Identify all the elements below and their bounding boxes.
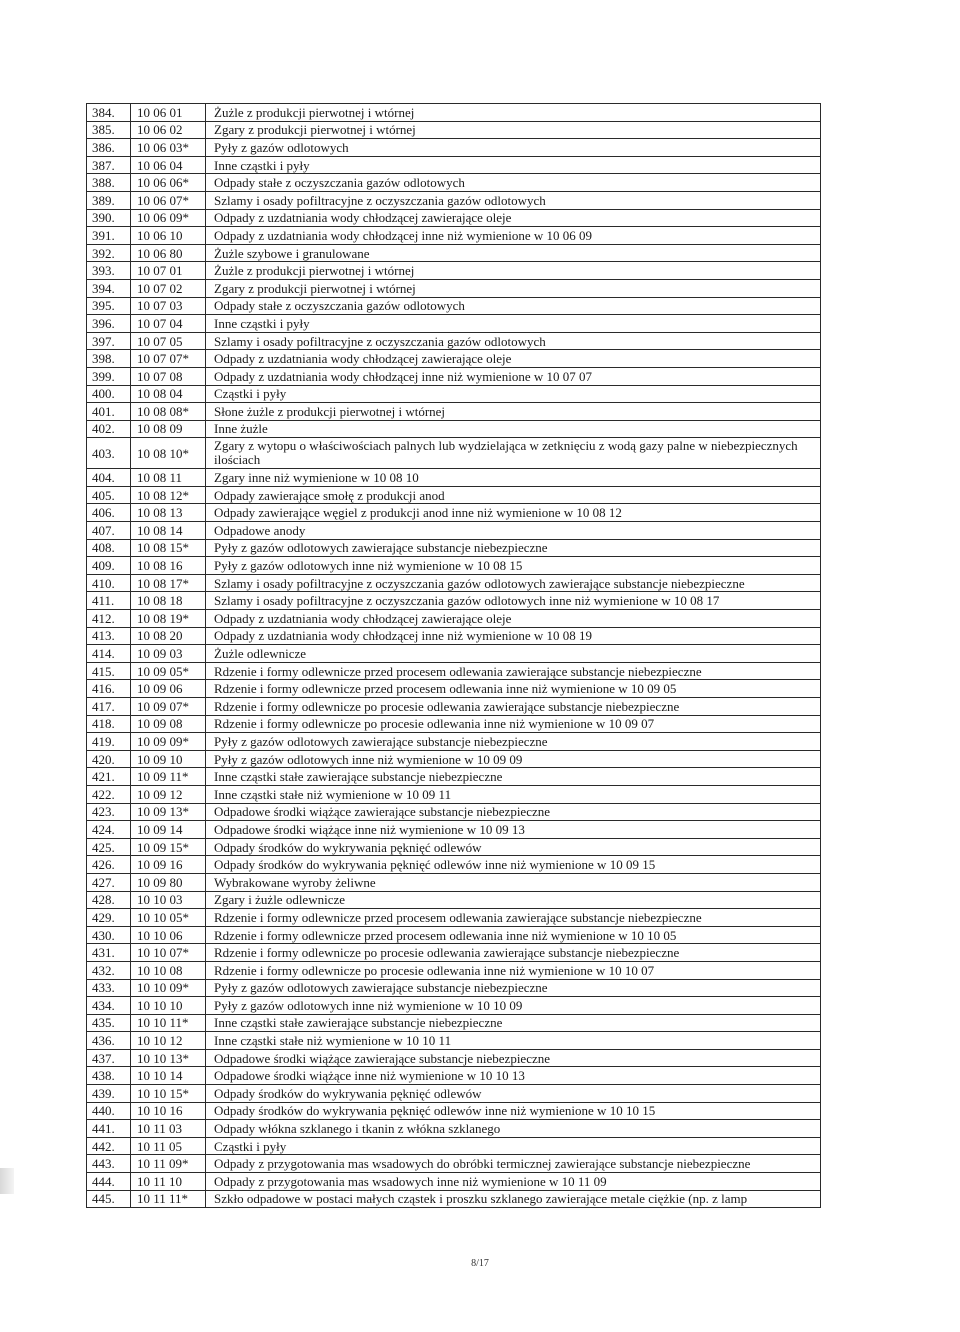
waste-code: 10 09 11* xyxy=(131,768,206,786)
waste-description: Odpadowe środki wiążące zawierające substancje niebezpieczne xyxy=(206,1049,821,1067)
row-number: 404. xyxy=(87,469,131,487)
row-number: 428. xyxy=(87,891,131,909)
row-number: 390. xyxy=(87,209,131,227)
table-row xyxy=(87,367,821,385)
row-number: 407. xyxy=(87,522,131,540)
waste-description: Słone żużle z produkcji pierwotnej i wtórnej xyxy=(206,403,821,421)
row-number: 414. xyxy=(87,645,131,663)
waste-description: Rdzenie i formy odlewnicze po procesie odlewania inne niż wymienione w 10 09 07 xyxy=(206,715,821,733)
waste-description: Rdzenie i formy odlewnicze po procesie odlewania zawierające substancje niebezpieczne xyxy=(206,944,821,962)
table-row xyxy=(87,1137,821,1155)
waste-description: Inne cząstki stałe zawierające substancje niebezpieczne xyxy=(206,768,821,786)
waste-description: Odpady z uzdatniania wody chłodzącej zawierające oleje xyxy=(206,610,821,628)
waste-code: 10 09 05* xyxy=(131,662,206,680)
waste-description: Odpady z uzdatniania wody chłodzącej zawierające oleje xyxy=(206,209,821,227)
waste-description: Rdzenie i formy odlewnicze przed procesem odlewania inne niż wymienione w 10 09 05 xyxy=(206,680,821,698)
waste-description: Odpadowe środki wiążące inne niż wymienione w 10 09 13 xyxy=(206,821,821,839)
row-number: 440. xyxy=(87,1102,131,1120)
table-row xyxy=(87,785,821,803)
row-number: 388. xyxy=(87,174,131,192)
waste-description: Pyły z gazów odlotowych xyxy=(206,139,821,157)
waste-code: 10 06 07* xyxy=(131,191,206,209)
waste-description: Zgary z produkcji pierwotnej i wtórnej xyxy=(206,279,821,297)
waste-code: 10 11 11* xyxy=(131,1190,206,1208)
table-row xyxy=(87,209,821,227)
waste-description: Odpady z przygotowania mas wsadowych do obróbki termicznej zawierające substancje niebezpieczne xyxy=(206,1155,821,1173)
waste-code: 10 10 11* xyxy=(131,1014,206,1032)
row-number: 427. xyxy=(87,873,131,891)
waste-code: 10 10 08 xyxy=(131,961,206,979)
waste-description: Szlamy i osady pofiltracyjne z oczyszczania gazów odlotowych inne niż wymienione w 10 08 17 xyxy=(206,592,821,610)
row-number: 416. xyxy=(87,680,131,698)
row-number: 385. xyxy=(87,121,131,139)
waste-code: 10 11 05 xyxy=(131,1137,206,1155)
table-row xyxy=(87,856,821,874)
waste-description: Rdzenie i formy odlewnicze przed procesem odlewania inne niż wymienione w 10 10 05 xyxy=(206,926,821,944)
waste-code: 10 07 05 xyxy=(131,332,206,350)
row-number: 431. xyxy=(87,944,131,962)
waste-description: Inne cząstki stałe zawierające substancje niebezpieczne xyxy=(206,1014,821,1032)
table-row xyxy=(87,121,821,139)
waste-code: 10 09 15* xyxy=(131,838,206,856)
waste-description: Pyły z gazów odlotowych zawierające substancje niebezpieczne xyxy=(206,733,821,751)
waste-description: Inne cząstki stałe niż wymienione w 10 09 11 xyxy=(206,785,821,803)
waste-description: Szkło odpadowe w postaci małych cząstek i proszku szklanego zawierające metale ciężkie (np. z lamp xyxy=(206,1190,821,1208)
table-row xyxy=(87,574,821,592)
waste-code: 10 08 19* xyxy=(131,610,206,628)
table-row xyxy=(87,438,821,469)
row-number: 399. xyxy=(87,367,131,385)
table-row xyxy=(87,944,821,962)
waste-description: Odpadowe środki wiążące zawierające substancje niebezpieczne xyxy=(206,803,821,821)
row-number: 393. xyxy=(87,262,131,280)
waste-description: Rdzenie i formy odlewnicze po procesie odlewania zawierające substancje niebezpieczne xyxy=(206,698,821,716)
waste-code: 10 08 15* xyxy=(131,539,206,557)
waste-code: 10 11 10 xyxy=(131,1173,206,1191)
row-number: 398. xyxy=(87,350,131,368)
waste-description: Odpady środków do wykrywania pęknięć odlewów inne niż wymienione w 10 09 15 xyxy=(206,856,821,874)
table-row xyxy=(87,1120,821,1138)
waste-code: 10 06 10 xyxy=(131,227,206,245)
waste-description: Pyły z gazów odlotowych inne niż wymienione w 10 10 09 xyxy=(206,997,821,1015)
row-number: 422. xyxy=(87,785,131,803)
table-row xyxy=(87,156,821,174)
waste-description: Żużle odlewnicze xyxy=(206,645,821,663)
waste-code: 10 06 01 xyxy=(131,104,206,122)
waste-description: Szlamy i osady pofiltracyjne z oczyszczania gazów odlotowych xyxy=(206,332,821,350)
waste-description: Odpadowe środki wiążące inne niż wymienione w 10 10 13 xyxy=(206,1067,821,1085)
waste-code: 10 06 06* xyxy=(131,174,206,192)
table-row xyxy=(87,350,821,368)
waste-code: 10 06 80 xyxy=(131,244,206,262)
waste-code: 10 09 07* xyxy=(131,698,206,716)
waste-code: 10 08 08* xyxy=(131,403,206,421)
table-row xyxy=(87,104,821,122)
waste-description: Odpady stałe z oczyszczania gazów odlotowych xyxy=(206,174,821,192)
waste-code: 10 07 01 xyxy=(131,262,206,280)
row-number: 405. xyxy=(87,486,131,504)
table-row xyxy=(87,227,821,245)
row-number: 389. xyxy=(87,191,131,209)
waste-description: Odpady zawierające węgiel z produkcji anod inne niż wymienione w 10 08 12 xyxy=(206,504,821,522)
waste-description: Szlamy i osady pofiltracyjne z oczyszczania gazów odlotowych zawierające substancje niebezpieczne xyxy=(206,574,821,592)
waste-code: 10 10 05* xyxy=(131,909,206,927)
waste-code: 10 06 04 xyxy=(131,156,206,174)
waste-code: 10 08 18 xyxy=(131,592,206,610)
table-row xyxy=(87,838,821,856)
waste-code: 10 08 12* xyxy=(131,486,206,504)
table-row xyxy=(87,385,821,403)
row-number: 445. xyxy=(87,1190,131,1208)
row-number: 403. xyxy=(87,438,131,469)
table-row xyxy=(87,1155,821,1173)
waste-description: Rdzenie i formy odlewnicze przed procesem odlewania zawierające substancje niebezpieczne xyxy=(206,909,821,927)
table-row xyxy=(87,733,821,751)
row-number: 420. xyxy=(87,750,131,768)
row-number: 443. xyxy=(87,1155,131,1173)
waste-code: 10 09 16 xyxy=(131,856,206,874)
waste-code: 10 08 17* xyxy=(131,574,206,592)
table-row xyxy=(87,262,821,280)
row-number: 436. xyxy=(87,1032,131,1050)
row-number: 417. xyxy=(87,698,131,716)
table-row xyxy=(87,1032,821,1050)
waste-description: Odpady z uzdatniania wody chłodzącej inne niż wymienione w 10 08 19 xyxy=(206,627,821,645)
row-number: 430. xyxy=(87,926,131,944)
row-number: 425. xyxy=(87,838,131,856)
waste-description: Żużle szybowe i granulowane xyxy=(206,244,821,262)
row-number: 432. xyxy=(87,961,131,979)
waste-code: 10 08 09 xyxy=(131,420,206,438)
table-row xyxy=(87,997,821,1015)
table-row xyxy=(87,680,821,698)
waste-code: 10 07 03 xyxy=(131,297,206,315)
waste-description: Pyły z gazów odlotowych inne niż wymienione w 10 09 09 xyxy=(206,750,821,768)
table-row xyxy=(87,662,821,680)
table-row xyxy=(87,1049,821,1067)
row-number: 410. xyxy=(87,574,131,592)
waste-code: 10 09 14 xyxy=(131,821,206,839)
table-row xyxy=(87,279,821,297)
row-number: 439. xyxy=(87,1085,131,1103)
table-row xyxy=(87,522,821,540)
waste-code: 10 08 04 xyxy=(131,385,206,403)
table-row xyxy=(87,891,821,909)
table-row xyxy=(87,1085,821,1103)
page-number: 8/17 xyxy=(471,1258,489,1269)
table-row xyxy=(87,803,821,821)
table-row xyxy=(87,403,821,421)
row-number: 424. xyxy=(87,821,131,839)
table-row xyxy=(87,821,821,839)
table-row xyxy=(87,315,821,333)
table-row xyxy=(87,174,821,192)
table-row xyxy=(87,592,821,610)
waste-code: 10 06 03* xyxy=(131,139,206,157)
row-number: 406. xyxy=(87,504,131,522)
table-row xyxy=(87,486,821,504)
row-number: 415. xyxy=(87,662,131,680)
waste-description: Odpady z uzdatniania wody chłodzącej inne niż wymienione w 10 07 07 xyxy=(206,367,821,385)
waste-description: Odpady z uzdatniania wody chłodzącej zawierające oleje xyxy=(206,350,821,368)
waste-code: 10 10 12 xyxy=(131,1032,206,1050)
waste-code: 10 09 03 xyxy=(131,645,206,663)
waste-description: Inne cząstki i pyły xyxy=(206,156,821,174)
waste-description: Cząstki i pyły xyxy=(206,385,821,403)
table-row xyxy=(87,610,821,628)
row-number: 386. xyxy=(87,139,131,157)
waste-code: 10 07 04 xyxy=(131,315,206,333)
table-row xyxy=(87,698,821,716)
waste-description: Odpady stałe z oczyszczania gazów odlotowych xyxy=(206,297,821,315)
waste-code: 10 11 03 xyxy=(131,1120,206,1138)
waste-code: 10 10 15* xyxy=(131,1085,206,1103)
waste-code: 10 10 13* xyxy=(131,1049,206,1067)
row-number: 419. xyxy=(87,733,131,751)
waste-code: 10 07 02 xyxy=(131,279,206,297)
waste-code: 10 07 07* xyxy=(131,350,206,368)
row-number: 433. xyxy=(87,979,131,997)
row-number: 438. xyxy=(87,1067,131,1085)
waste-description: Zgary z produkcji pierwotnej i wtórnej xyxy=(206,121,821,139)
table-row xyxy=(87,645,821,663)
table-row xyxy=(87,1067,821,1085)
row-number: 429. xyxy=(87,909,131,927)
row-number: 409. xyxy=(87,557,131,575)
table-row xyxy=(87,1102,821,1120)
row-number: 418. xyxy=(87,715,131,733)
scan-edge-mark xyxy=(0,1168,14,1194)
table-row xyxy=(87,979,821,997)
row-number: 401. xyxy=(87,403,131,421)
row-number: 442. xyxy=(87,1137,131,1155)
table-row xyxy=(87,244,821,262)
row-number: 421. xyxy=(87,768,131,786)
table-row xyxy=(87,715,821,733)
waste-description: Żużle z produkcji pierwotnej i wtórnej xyxy=(206,262,821,280)
waste-description: Szlamy i osady pofiltracyjne z oczyszczania gazów odlotowych xyxy=(206,191,821,209)
table-row xyxy=(87,297,821,315)
row-number: 413. xyxy=(87,627,131,645)
waste-code: 10 08 13 xyxy=(131,504,206,522)
row-number: 394. xyxy=(87,279,131,297)
waste-code: 10 10 07* xyxy=(131,944,206,962)
table-row xyxy=(87,332,821,350)
waste-description: Odpady zawierające smołę z produkcji anod xyxy=(206,486,821,504)
waste-description: Odpady środków do wykrywania pęknięć odlewów xyxy=(206,1085,821,1103)
row-number: 397. xyxy=(87,332,131,350)
waste-code: 10 06 09* xyxy=(131,209,206,227)
waste-code: 10 06 02 xyxy=(131,121,206,139)
waste-code: 10 09 13* xyxy=(131,803,206,821)
table-row xyxy=(87,768,821,786)
row-number: 391. xyxy=(87,227,131,245)
row-number: 435. xyxy=(87,1014,131,1032)
waste-description: Zgary inne niż wymienione w 10 08 10 xyxy=(206,469,821,487)
table-row xyxy=(87,961,821,979)
waste-code: 10 09 06 xyxy=(131,680,206,698)
waste-code: 10 10 14 xyxy=(131,1067,206,1085)
row-number: 387. xyxy=(87,156,131,174)
row-number: 444. xyxy=(87,1173,131,1191)
table-row xyxy=(87,557,821,575)
waste-code: 10 08 10* xyxy=(131,438,206,469)
waste-table-body xyxy=(87,104,821,1208)
waste-code: 10 08 16 xyxy=(131,557,206,575)
waste-code: 10 07 08 xyxy=(131,367,206,385)
row-number: 384. xyxy=(87,104,131,122)
table-row xyxy=(87,750,821,768)
waste-code: 10 09 12 xyxy=(131,785,206,803)
row-number: 426. xyxy=(87,856,131,874)
waste-description: Odpadowe anody xyxy=(206,522,821,540)
waste-code: 10 09 80 xyxy=(131,873,206,891)
table-row xyxy=(87,504,821,522)
waste-description: Rdzenie i formy odlewnicze przed procesem odlewania zawierające substancje niebezpieczne xyxy=(206,662,821,680)
waste-code: 10 08 14 xyxy=(131,522,206,540)
table-row xyxy=(87,1173,821,1191)
waste-code-table xyxy=(86,103,821,1208)
waste-description: Zgary z wytopu o właściwościach palnych lub wydzielająca w zetknięciu z wodą gazy palne w niebezpiecznych ilościach xyxy=(206,438,821,469)
waste-description: Inne cząstki i pyły xyxy=(206,315,821,333)
row-number: 412. xyxy=(87,610,131,628)
waste-description: Cząstki i pyły xyxy=(206,1137,821,1155)
waste-code: 10 09 10 xyxy=(131,750,206,768)
waste-description: Zgary i żużle odlewnicze xyxy=(206,891,821,909)
waste-description: Pyły z gazów odlotowych inne niż wymienione w 10 08 15 xyxy=(206,557,821,575)
waste-code: 10 10 10 xyxy=(131,997,206,1015)
row-number: 437. xyxy=(87,1049,131,1067)
waste-description: Inne cząstki stałe niż wymienione w 10 10 11 xyxy=(206,1032,821,1050)
waste-description: Żużle z produkcji pierwotnej i wtórnej xyxy=(206,104,821,122)
table-row xyxy=(87,627,821,645)
table-row xyxy=(87,191,821,209)
waste-code: 10 08 20 xyxy=(131,627,206,645)
waste-description: Odpady z uzdatniania wody chłodzącej inne niż wymienione w 10 06 09 xyxy=(206,227,821,245)
row-number: 396. xyxy=(87,315,131,333)
waste-description: Odpady włókna szklanego i tkanin z włókna szklanego xyxy=(206,1120,821,1138)
waste-description: Inne żużle xyxy=(206,420,821,438)
waste-code: 10 10 06 xyxy=(131,926,206,944)
waste-description: Rdzenie i formy odlewnicze po procesie odlewania inne niż wymienione w 10 10 07 xyxy=(206,961,821,979)
waste-code: 10 09 08 xyxy=(131,715,206,733)
row-number: 392. xyxy=(87,244,131,262)
row-number: 408. xyxy=(87,539,131,557)
table-row xyxy=(87,539,821,557)
row-number: 441. xyxy=(87,1120,131,1138)
row-number: 423. xyxy=(87,803,131,821)
waste-description: Odpady środków do wykrywania pęknięć odlewów inne niż wymienione w 10 10 15 xyxy=(206,1102,821,1120)
table-row xyxy=(87,420,821,438)
row-number: 434. xyxy=(87,997,131,1015)
waste-code: 10 11 09* xyxy=(131,1155,206,1173)
row-number: 402. xyxy=(87,420,131,438)
waste-code: 10 09 09* xyxy=(131,733,206,751)
waste-code: 10 10 16 xyxy=(131,1102,206,1120)
waste-description: Odpady środków do wykrywania pęknięć odlewów xyxy=(206,838,821,856)
waste-description: Pyły z gazów odlotowych zawierające substancje niebezpieczne xyxy=(206,539,821,557)
waste-description: Pyły z gazów odlotowych zawierające substancje niebezpieczne xyxy=(206,979,821,997)
table-row xyxy=(87,139,821,157)
waste-description: Wybrakowane wyroby żeliwne xyxy=(206,873,821,891)
table-row xyxy=(87,1190,821,1208)
row-number: 395. xyxy=(87,297,131,315)
waste-code: 10 08 11 xyxy=(131,469,206,487)
waste-code: 10 10 09* xyxy=(131,979,206,997)
table-row xyxy=(87,873,821,891)
table-row xyxy=(87,1014,821,1032)
waste-description: Odpady z przygotowania mas wsadowych inne niż wymienione w 10 11 09 xyxy=(206,1173,821,1191)
row-number: 411. xyxy=(87,592,131,610)
row-number: 400. xyxy=(87,385,131,403)
table-row xyxy=(87,926,821,944)
waste-code: 10 10 03 xyxy=(131,891,206,909)
table-row xyxy=(87,469,821,487)
table-row xyxy=(87,909,821,927)
